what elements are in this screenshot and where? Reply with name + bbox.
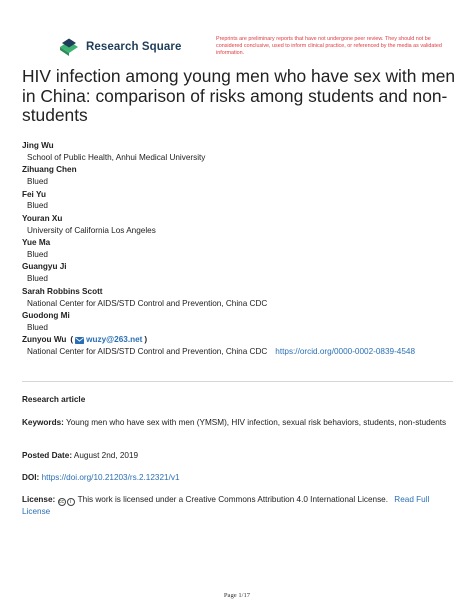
license-label: License:: [22, 495, 56, 504]
author-entry: [22, 261, 462, 285]
doi-block: [22, 472, 452, 484]
author-entry: [22, 189, 462, 213]
doi-label: DOI:: [22, 473, 40, 482]
author-name: Fei Yu: [22, 189, 46, 199]
author-name: Guodong Mi: [22, 311, 70, 321]
author-affiliation: Blued: [27, 322, 48, 332]
author-affiliation: Blued: [27, 274, 48, 284]
preprint-disclaimer: Preprints are preliminary reports that have not undergone peer review. They should not be considered conclusive, used to inform clinical practice, or referenced by the media as validated information.: [216, 36, 442, 56]
section-divider: [22, 381, 453, 382]
license-block: [22, 494, 452, 518]
posted-date-block: [22, 450, 452, 462]
author-affiliation-row: [22, 346, 462, 359]
corresponding-author-name-row: [22, 334, 462, 346]
author-entry: [22, 237, 462, 261]
email-link[interactable]: wuzy@263.net: [86, 335, 143, 345]
logo-text: Research Square: [86, 41, 182, 53]
research-square-logo-icon: [58, 38, 80, 56]
posted-date-label: Posted Date:: [22, 451, 73, 460]
author-entry: [22, 310, 462, 334]
author-entry: [22, 213, 462, 237]
keywords-block: [22, 417, 452, 429]
page-number: Page 1/17: [223, 592, 251, 599]
author-affiliation: Blued: [27, 177, 48, 187]
author-entry: [22, 286, 462, 310]
close-paren: ): [144, 335, 148, 345]
author-name: Youran Xu: [22, 213, 63, 223]
author-affiliation: School of Public Health, Anhui Medical University: [27, 152, 206, 162]
posted-date-value: August 2nd, 2019: [73, 451, 139, 460]
author-affiliation: Blued: [27, 249, 48, 259]
author-entry: [22, 140, 462, 164]
doi-link[interactable]: https://doi.org/10.21203/rs.2.12321/v1: [41, 473, 180, 482]
author-affiliation: National Center for AIDS/STD Control and Prevention, China CDC: [27, 298, 268, 308]
page-header: [0, 0, 474, 62]
author-name: Zihuang Chen: [22, 165, 77, 175]
author-name: Guangyu Ji: [22, 262, 67, 272]
article-type-value: Research article: [22, 395, 86, 404]
author-name: Yue Ma: [22, 238, 51, 248]
author-list: [22, 140, 462, 359]
author-name: Zunyou Wu: [22, 335, 67, 345]
orcid-link[interactable]: https://orcid.org/0000-0002-0839-4548: [275, 347, 416, 357]
cc-icon: cc: [59, 499, 64, 505]
corresponding-author-entry: [22, 334, 462, 358]
author-name: Jing Wu: [22, 141, 54, 150]
research-square-logo[interactable]: [58, 38, 181, 56]
keywords-label: Keywords:: [22, 418, 64, 427]
author-affiliation: Blued: [27, 201, 48, 211]
author-affiliation: University of California Los Angeles: [27, 225, 156, 235]
read-full-license-link[interactable]: Read Full License: [22, 495, 430, 516]
author-affiliation: National Center for AIDS/STD Control and Prevention, China CDC: [27, 347, 268, 357]
article-type: [22, 394, 452, 406]
paper-title: HIV infection among young men who have sex with men in China: comparison of risks among students and non-students: [22, 66, 456, 125]
by-icon: i: [67, 498, 75, 506]
license-text: This work is licensed under a Creative Commons Attribution 4.0 International License.: [77, 495, 389, 504]
author-entry: [22, 164, 462, 188]
open-paren: (: [70, 335, 74, 345]
author-name: Sarah Robbins Scott: [22, 286, 103, 296]
envelope-icon: [75, 337, 84, 344]
keywords-value: Young men who have sex with men (YMSM), HIV infection, sexual risk behaviors, students, non-students: [66, 418, 447, 427]
